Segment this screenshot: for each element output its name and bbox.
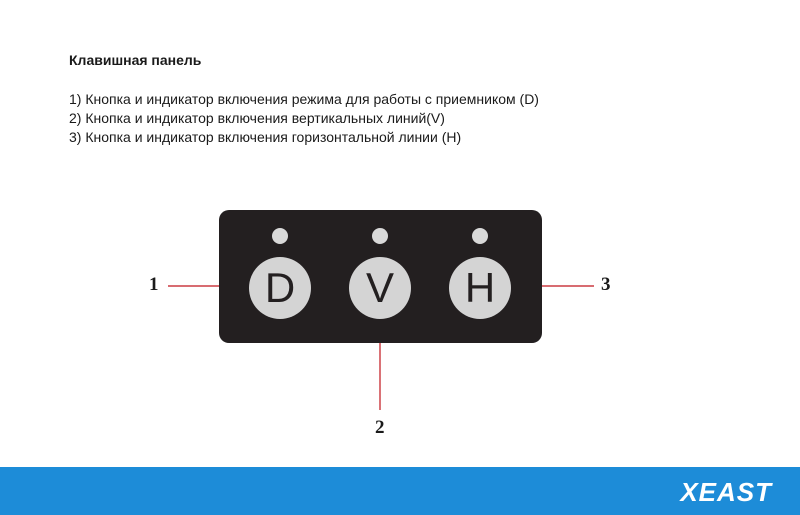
key-label-v: V — [365, 264, 394, 311]
indicator-led-h — [472, 228, 488, 244]
keypad-panel — [219, 210, 542, 343]
key-label-d: D — [264, 264, 296, 311]
key-button-v[interactable] — [349, 257, 411, 319]
key-label-h: H — [464, 264, 496, 311]
description-item-3: 3) Кнопка и индикатор включения горизонтальной линии (H) — [69, 129, 462, 145]
indicator-led-v — [372, 228, 388, 244]
page-title: Клавишная панель — [69, 52, 202, 68]
brand-logo: XEAST — [680, 477, 772, 507]
footer-bar — [0, 467, 800, 515]
callout-number-1: 1 — [149, 274, 159, 295]
indicator-led-d — [272, 228, 288, 244]
key-button-d[interactable] — [249, 257, 311, 319]
callout-number-3: 3 — [601, 274, 611, 295]
key-button-h[interactable] — [449, 257, 511, 319]
callout-number-2: 2 — [375, 417, 385, 438]
description-item-1: 1) Кнопка и индикатор включения режима для работы с приемником (D) — [69, 91, 539, 107]
description-item-2: 2) Кнопка и индикатор включения вертикальных линий(V) — [69, 110, 445, 126]
